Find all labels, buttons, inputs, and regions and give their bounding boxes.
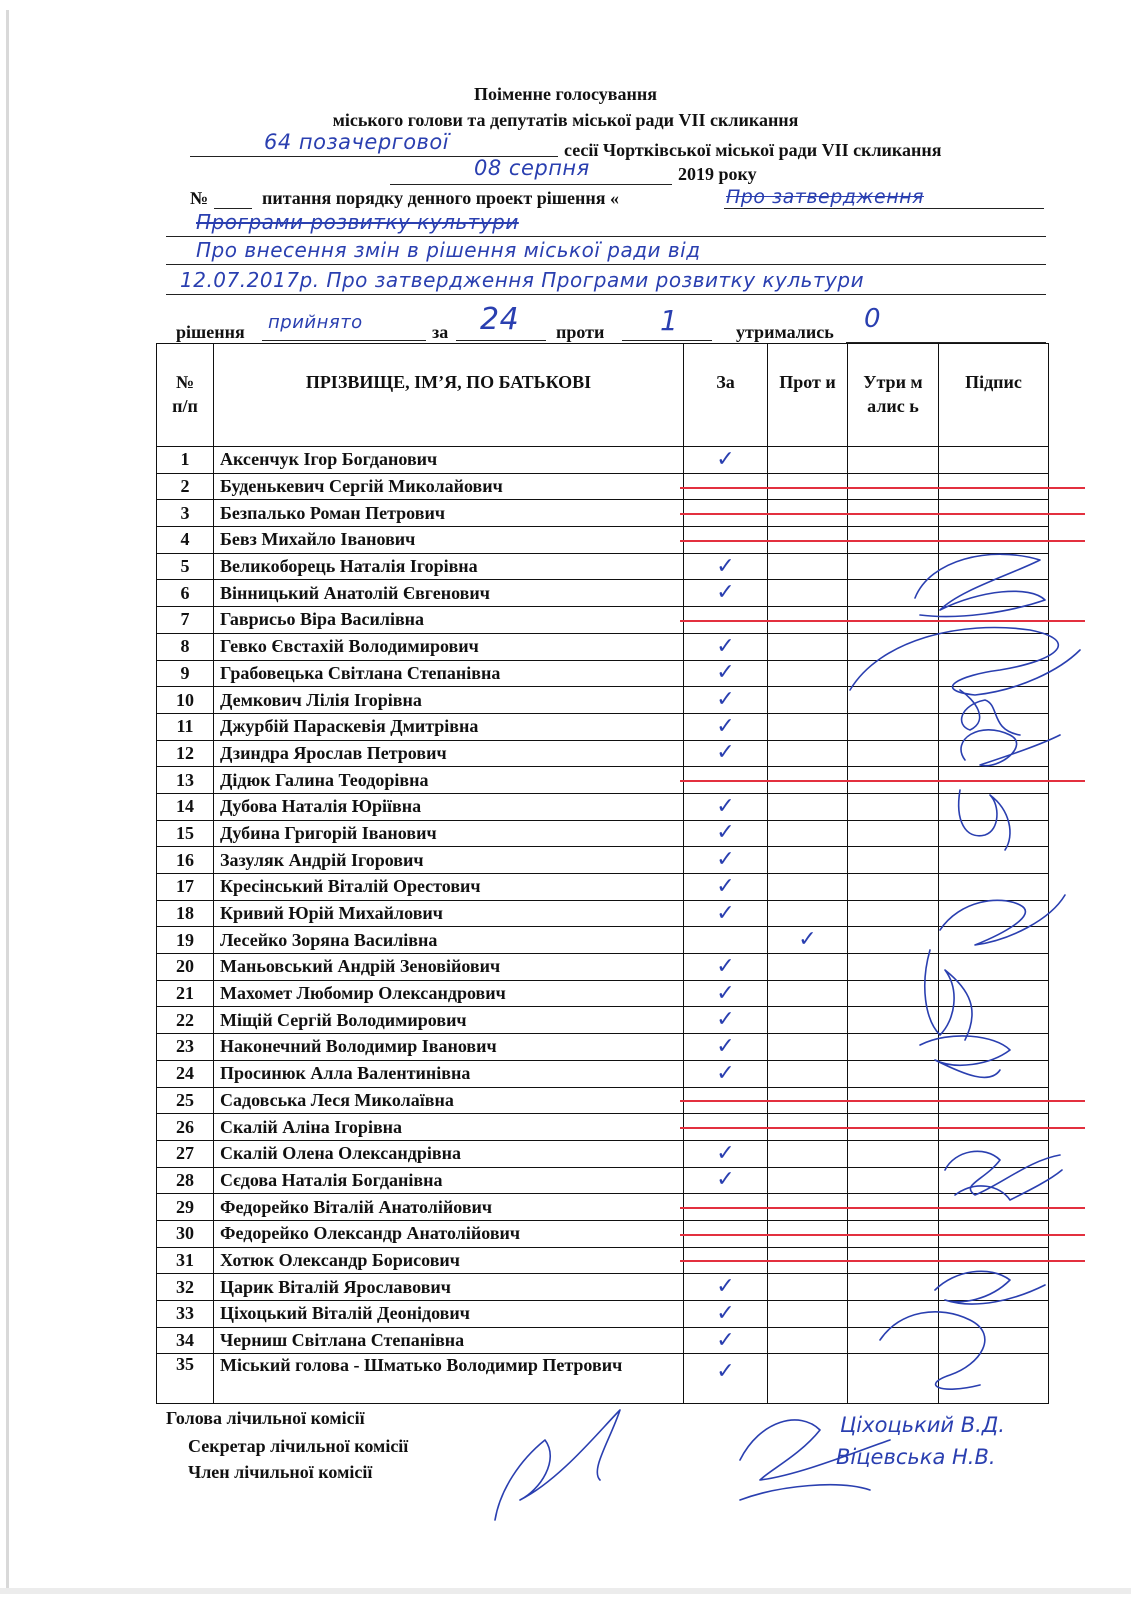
row-name: Кресінський Віталій Орестович: [214, 874, 684, 901]
check-mark-icon: ✓: [716, 580, 735, 606]
check-mark-icon: ✓: [716, 793, 735, 819]
row-vote-against: [768, 1274, 848, 1301]
check-mark-icon: ✓: [716, 713, 735, 739]
abstain-label: утримались: [736, 322, 834, 342]
row-number: 14: [157, 793, 214, 820]
scan-left-edge: [6, 10, 9, 1590]
check-mark-icon: ✓: [716, 660, 735, 686]
row-signature: [939, 1167, 1049, 1194]
row-name: Дзиндра Ярослав Петрович: [214, 740, 684, 767]
row-number: 26: [157, 1114, 214, 1141]
agenda-number-blank: [214, 188, 252, 209]
row-vote-abstain: [848, 793, 939, 820]
check-mark-icon: ✓: [716, 873, 735, 899]
row-vote-abstain: [848, 1140, 939, 1167]
table-header-row: [157, 344, 1049, 447]
check-mark-icon: ✓: [716, 1033, 735, 1059]
absence-strike-line: [680, 1127, 1085, 1129]
agenda-underline-2: [166, 214, 1046, 237]
row-number: 34: [157, 1327, 214, 1354]
date-handwritten: 08 серпня: [474, 156, 590, 180]
row-number: 17: [157, 874, 214, 901]
row-number: 8: [157, 633, 214, 660]
decision-result-handwritten: прийнято: [268, 312, 363, 333]
row-number: 15: [157, 820, 214, 847]
row-vote-against: [768, 553, 848, 580]
row-name: Міщій Сергій Володимирович: [214, 1007, 684, 1034]
row-name: Дубова Наталія Юріївна: [214, 793, 684, 820]
row-vote-against: [768, 927, 848, 954]
row-vote-against: [768, 900, 848, 927]
row-signature: [939, 954, 1049, 981]
document-title: Поіменне голосування: [473, 84, 658, 104]
row-vote-for: [684, 1167, 768, 1194]
row-vote-abstain: [848, 847, 939, 874]
decision-label: рішення: [176, 322, 245, 342]
row-vote-for: [684, 874, 768, 901]
footer-secretary-name: Віцевська Н.В.: [836, 1445, 996, 1469]
check-mark-icon: ✓: [716, 1060, 735, 1086]
row-number: 22: [157, 1007, 214, 1034]
row-number: 18: [157, 900, 214, 927]
row-signature: [939, 633, 1049, 660]
for-value: 24: [480, 302, 520, 337]
row-name: Вінницький Анатолій Євгенович: [214, 580, 684, 607]
check-mark-icon: ✓: [716, 1300, 735, 1326]
row-name: Міський голова - Шматько Володимир Петрович: [214, 1354, 684, 1404]
row-vote-abstain: [848, 687, 939, 714]
table-row: [157, 927, 1049, 954]
row-vote-abstain: [848, 1034, 939, 1061]
row-name: Аксенчук Ігор Богданович: [214, 447, 684, 474]
row-vote-abstain: [848, 1327, 939, 1354]
row-vote-for: [684, 580, 768, 607]
row-number: 13: [157, 767, 214, 794]
table-row: [157, 1060, 1049, 1087]
row-signature: [939, 927, 1049, 954]
row-vote-for: [684, 1007, 768, 1034]
row-number: 20: [157, 954, 214, 981]
row-signature: [939, 553, 1049, 580]
row-vote-against: [768, 820, 848, 847]
row-name: Джурбій Параскевія Дмитрівна: [214, 713, 684, 740]
row-signature: [939, 820, 1049, 847]
row-signature: [939, 1007, 1049, 1034]
row-number: 28: [157, 1167, 214, 1194]
row-name: Бевз Михайло Іванович: [214, 527, 684, 554]
row-number: 31: [157, 1247, 214, 1274]
agenda-handwritten-struck-1: Про затвердження: [726, 186, 924, 208]
row-vote-abstain: [848, 580, 939, 607]
row-vote-abstain: [848, 1167, 939, 1194]
row-signature: [939, 1301, 1049, 1328]
row-number: 24: [157, 1060, 214, 1087]
row-name: Безпалько Роман Петрович: [214, 500, 684, 527]
row-vote-abstain: [848, 900, 939, 927]
table-row: [157, 1167, 1049, 1194]
table-row: [157, 1007, 1049, 1034]
row-number: 4: [157, 527, 214, 554]
row-signature: [939, 980, 1049, 1007]
row-vote-against: [768, 1301, 848, 1328]
row-vote-abstain: [848, 553, 939, 580]
row-number: 10: [157, 687, 214, 714]
row-signature: [939, 1140, 1049, 1167]
row-vote-against: [768, 847, 848, 874]
check-mark-icon: ✓: [716, 553, 735, 579]
row-vote-abstain: [848, 1301, 939, 1328]
row-vote-for: [684, 1060, 768, 1087]
table-row: [157, 874, 1049, 901]
check-mark-icon: ✓: [716, 1327, 735, 1353]
row-signature: [939, 713, 1049, 740]
row-name: Федорейко Олександр Анатолійович: [214, 1220, 684, 1247]
row-vote-against: [768, 713, 848, 740]
header-abstain: Утри малис ь: [848, 344, 939, 447]
for-label: за: [432, 322, 449, 342]
row-vote-against: [768, 1007, 848, 1034]
row-number: 6: [157, 580, 214, 607]
row-vote-for: [684, 713, 768, 740]
row-number: 3: [157, 500, 214, 527]
row-name: Просинюк Алла Валентинівна: [214, 1060, 684, 1087]
header-for: За: [684, 344, 768, 447]
row-vote-abstain: [848, 1060, 939, 1087]
absence-strike-line: [680, 487, 1085, 489]
row-vote-against: [768, 1167, 848, 1194]
check-mark-icon: ✓: [716, 847, 735, 873]
row-vote-against: [768, 687, 848, 714]
table-row: [157, 713, 1049, 740]
table-row: [157, 687, 1049, 714]
table-row: [157, 1274, 1049, 1301]
absence-strike-line: [680, 1260, 1085, 1262]
row-vote-abstain: [848, 740, 939, 767]
row-number: 5: [157, 553, 214, 580]
row-number: 35: [157, 1354, 214, 1404]
row-signature: [939, 1060, 1049, 1087]
header-num: № п/п: [157, 344, 214, 447]
voting-table: [156, 343, 1049, 1404]
table-row: [157, 980, 1049, 1007]
row-signature: [939, 1327, 1049, 1354]
row-vote-against: [768, 660, 848, 687]
row-signature: [939, 900, 1049, 927]
year-label: 2019 року: [678, 164, 757, 184]
check-mark-icon: ✓: [716, 980, 735, 1006]
row-name: Сєдова Наталія Богданівна: [214, 1167, 684, 1194]
row-vote-against: [768, 1140, 848, 1167]
row-name: Демкович Лілія Ігорівна: [214, 687, 684, 714]
table-row: [157, 954, 1049, 981]
row-number: 7: [157, 607, 214, 634]
agenda-label: питання порядку денного проект рішення «: [262, 188, 619, 208]
row-name: Маньовський Андрій Зеновійович: [214, 954, 684, 981]
check-mark-icon: ✓: [716, 900, 735, 926]
agenda-handwritten-struck-2: Програми розвитку культури: [196, 210, 519, 234]
row-signature: [939, 874, 1049, 901]
row-number: 33: [157, 1301, 214, 1328]
row-vote-abstain: [848, 1354, 939, 1404]
row-vote-against: [768, 740, 848, 767]
row-name: Грабовецька Світлана Степанівна: [214, 660, 684, 687]
row-name: Федорейко Віталій Анатолійович: [214, 1194, 684, 1221]
row-vote-against: [768, 1327, 848, 1354]
row-vote-abstain: [848, 927, 939, 954]
row-number: 16: [157, 847, 214, 874]
absence-strike-line: [680, 513, 1085, 515]
row-vote-for: [684, 633, 768, 660]
row-name: Зазуляк Андрій Ігорович: [214, 847, 684, 874]
agenda-handwritten-4: 12.07.2017р. Про затвердження Програми розвитку культури: [180, 268, 865, 292]
row-name: Дубина Григорій Іванович: [214, 820, 684, 847]
absence-strike-line: [680, 1207, 1085, 1209]
row-vote-abstain: [848, 447, 939, 474]
row-name: Скалій Олена Олександрівна: [214, 1140, 684, 1167]
row-vote-for: [684, 927, 768, 954]
agenda-underline-3: [166, 242, 1046, 265]
row-vote-for: [684, 1327, 768, 1354]
row-number: 27: [157, 1140, 214, 1167]
number-sign: №: [190, 188, 209, 208]
row-name: Черниш Світлана Степанівна: [214, 1327, 684, 1354]
row-name: Наконечний Володимир Іванович: [214, 1034, 684, 1061]
row-vote-against: [768, 447, 848, 474]
row-signature: [939, 793, 1049, 820]
row-vote-against: [768, 1354, 848, 1404]
row-number: 19: [157, 927, 214, 954]
check-mark-icon: ✓: [716, 820, 735, 846]
agenda-underline-4: [166, 272, 1046, 295]
row-signature: [939, 687, 1049, 714]
against-label: проти: [556, 322, 605, 342]
row-vote-against: [768, 1060, 848, 1087]
signature-scribble-footer-chair: [495, 1410, 620, 1520]
row-number: 1: [157, 447, 214, 474]
row-name: Царик Віталій Ярославович: [214, 1274, 684, 1301]
check-mark-icon: ✓: [716, 953, 735, 979]
row-vote-abstain: [848, 820, 939, 847]
row-vote-abstain: [848, 1274, 939, 1301]
row-vote-for: [684, 1034, 768, 1061]
footer-member-label: Член лічильної комісії: [188, 1462, 373, 1482]
row-number: 11: [157, 713, 214, 740]
row-vote-abstain: [848, 954, 939, 981]
row-number: 23: [157, 1034, 214, 1061]
header-name: ПРІЗВИЩЕ, ІМ’Я, ПО БАТЬКОВІ: [214, 344, 684, 447]
row-signature: [939, 1274, 1049, 1301]
check-mark-icon: ✓: [716, 1358, 735, 1384]
row-signature: [939, 660, 1049, 687]
check-mark-icon: ✓: [798, 927, 817, 953]
row-number: 21: [157, 980, 214, 1007]
row-signature: [939, 847, 1049, 874]
row-number: 32: [157, 1274, 214, 1301]
row-vote-for: [684, 1301, 768, 1328]
header-signature: Підпис: [939, 344, 1049, 447]
footer-secretary-label: Секретар лічильної комісії: [188, 1436, 409, 1456]
row-number: 12: [157, 740, 214, 767]
footer-chair-name: Ціхоцький В.Д.: [840, 1413, 1005, 1437]
row-vote-for: [684, 793, 768, 820]
row-vote-for: [684, 1274, 768, 1301]
row-vote-against: [768, 874, 848, 901]
table-row: [157, 553, 1049, 580]
row-signature: [939, 447, 1049, 474]
row-name: Гевко Євстахій Володимирович: [214, 633, 684, 660]
table-row: [157, 740, 1049, 767]
against-value: 1: [660, 304, 679, 337]
row-vote-for: [684, 820, 768, 847]
row-vote-abstain: [848, 713, 939, 740]
row-number: 2: [157, 473, 214, 500]
check-mark-icon: ✓: [716, 687, 735, 713]
table-row: [157, 820, 1049, 847]
row-vote-abstain: [848, 1007, 939, 1034]
table-row: [157, 1301, 1049, 1328]
check-mark-icon: ✓: [716, 740, 735, 766]
row-vote-abstain: [848, 980, 939, 1007]
row-vote-for: [684, 1354, 768, 1404]
absence-strike-line: [680, 780, 1085, 782]
row-vote-for: [684, 980, 768, 1007]
row-vote-for: [684, 660, 768, 687]
row-vote-against: [768, 954, 848, 981]
row-vote-against: [768, 793, 848, 820]
signature-scribble-footer-secretary: [740, 1420, 890, 1500]
row-vote-abstain: [848, 874, 939, 901]
table-row: [157, 1327, 1049, 1354]
row-number: 9: [157, 660, 214, 687]
row-vote-for: [684, 687, 768, 714]
row-name: Хотюк Олександр Борисович: [214, 1247, 684, 1274]
row-vote-for: [684, 740, 768, 767]
absence-strike-line: [680, 1100, 1085, 1102]
agenda-underline-1: [724, 186, 1044, 209]
row-vote-abstain: [848, 633, 939, 660]
row-name: Лесейко Зоряна Василівна: [214, 927, 684, 954]
scan-bottom-edge: [0, 1588, 1131, 1594]
table-row: [157, 1354, 1049, 1404]
session-handwritten: 64 позачергової: [264, 130, 450, 154]
row-name: Садовська Леся Миколаївна: [214, 1087, 684, 1114]
row-vote-for: [684, 847, 768, 874]
agenda-handwritten-3: Про внесення змін в рішення міської ради від: [196, 238, 701, 262]
row-vote-against: [768, 1034, 848, 1061]
table-row: [157, 1140, 1049, 1167]
row-name: Ціхоцький Віталій Деонідович: [214, 1301, 684, 1328]
check-mark-icon: ✓: [716, 1007, 735, 1033]
row-signature: [939, 740, 1049, 767]
table-row: [157, 660, 1049, 687]
row-signature: [939, 1034, 1049, 1061]
session-label: сесії Чортківської міської ради VII скликання: [564, 140, 942, 160]
row-vote-against: [768, 980, 848, 1007]
row-name: Скалій Аліна Ігорівна: [214, 1114, 684, 1141]
row-signature: [939, 1354, 1049, 1404]
absence-strike-line: [680, 540, 1085, 542]
row-name: Кривий Юрій Михайлович: [214, 900, 684, 927]
row-vote-abstain: [848, 660, 939, 687]
abstain-value: 0: [864, 304, 882, 334]
table-row: [157, 900, 1049, 927]
row-name: Махомет Любомир Олександрович: [214, 980, 684, 1007]
table-row: [157, 580, 1049, 607]
header-against: Прот и: [768, 344, 848, 447]
absence-strike-line: [680, 620, 1085, 622]
document-subtitle: міського голови та депутатів міської ради VII скликання: [332, 110, 799, 130]
row-name: Гаврисьо Віра Василівна: [214, 607, 684, 634]
row-vote-for: [684, 553, 768, 580]
row-name: Дідюк Галина Теодорівна: [214, 767, 684, 794]
row-number: 29: [157, 1194, 214, 1221]
check-mark-icon: ✓: [716, 1140, 735, 1166]
check-mark-icon: ✓: [716, 1274, 735, 1300]
table-row: [157, 633, 1049, 660]
row-vote-against: [768, 580, 848, 607]
table-row: [157, 847, 1049, 874]
row-name: Буденькевич Сергій Миколайович: [214, 473, 684, 500]
check-mark-icon: ✓: [716, 446, 735, 472]
row-vote-against: [768, 633, 848, 660]
row-signature: [939, 580, 1049, 607]
table-row: [157, 793, 1049, 820]
check-mark-icon: ✓: [716, 1167, 735, 1193]
row-name: Великоборець Наталія Ігорівна: [214, 553, 684, 580]
footer-chair-label: Голова лічильної комісії: [166, 1408, 365, 1428]
check-mark-icon: ✓: [716, 633, 735, 659]
row-vote-for: [684, 954, 768, 981]
row-number: 25: [157, 1087, 214, 1114]
absence-strike-line: [680, 1234, 1085, 1236]
row-vote-for: [684, 900, 768, 927]
table-row: [157, 1034, 1049, 1061]
row-vote-for: [684, 1140, 768, 1167]
row-vote-for: [684, 447, 768, 474]
table-row: [157, 447, 1049, 474]
row-number: 30: [157, 1220, 214, 1247]
